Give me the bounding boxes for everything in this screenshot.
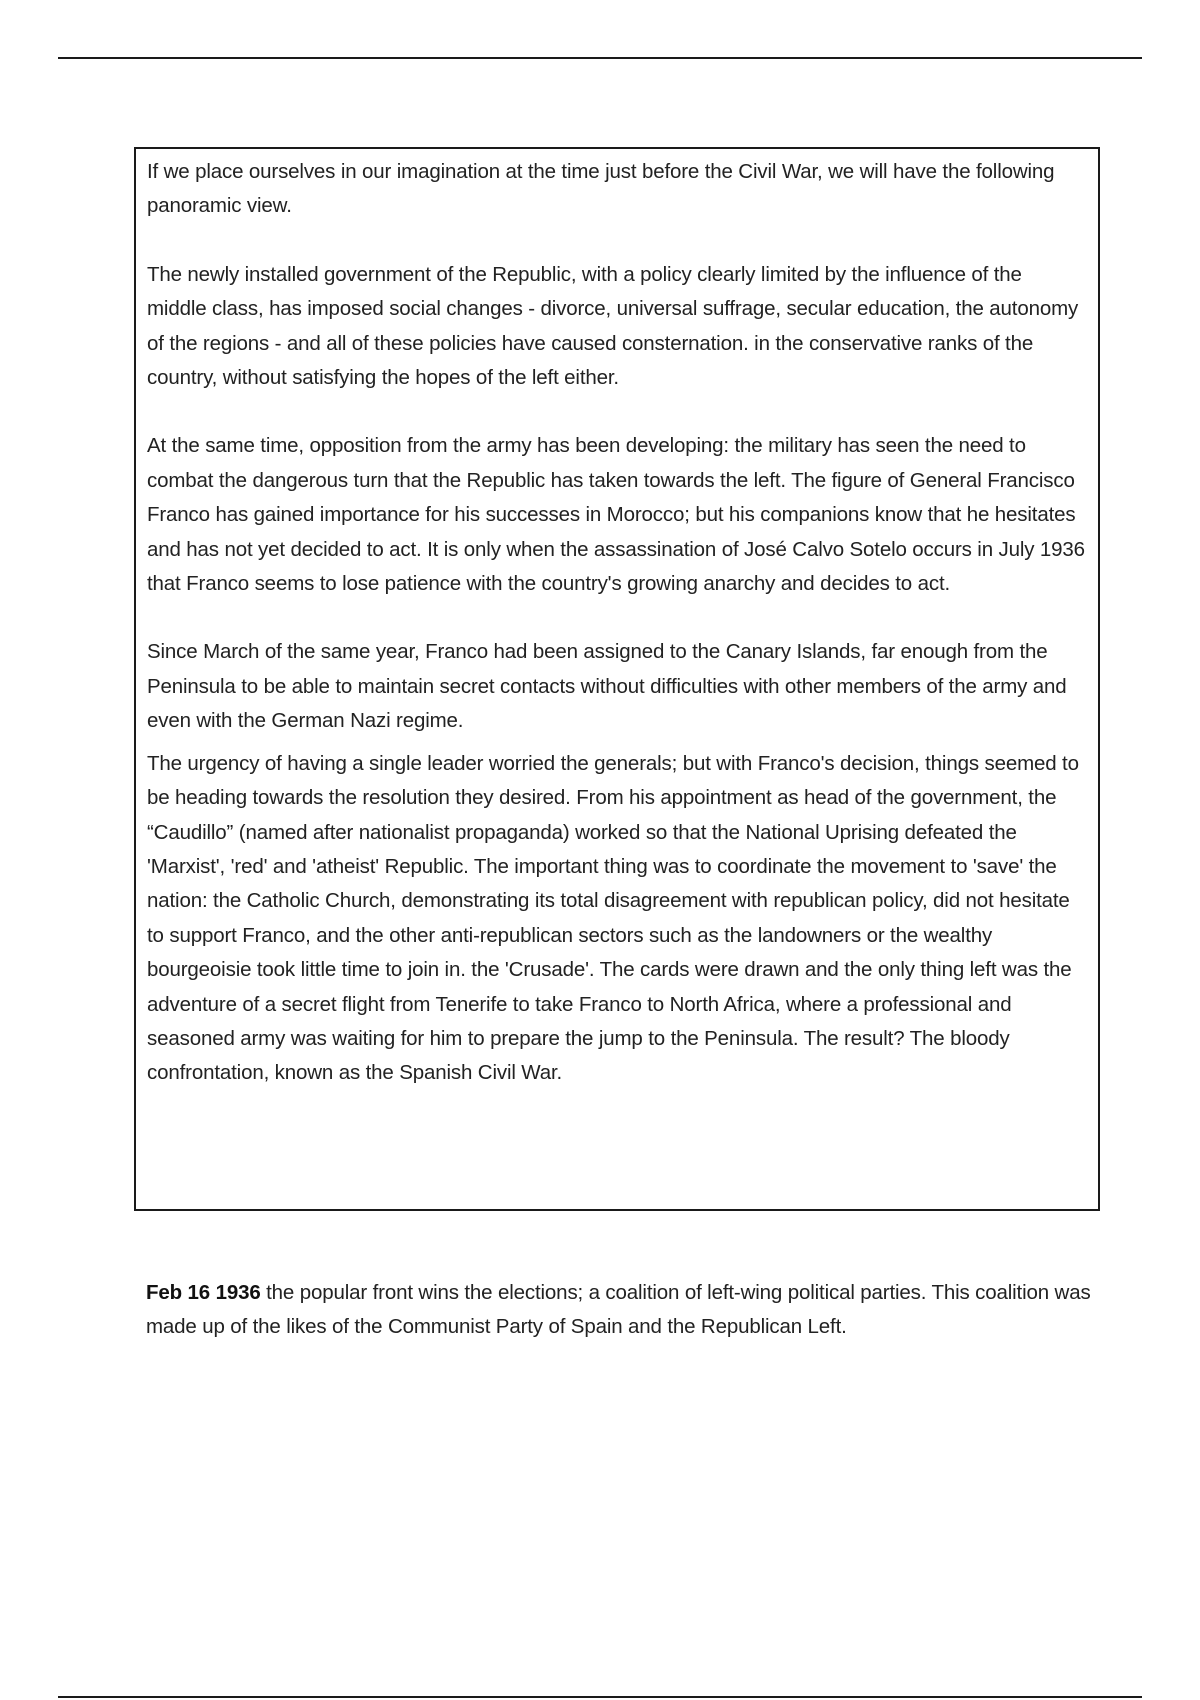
paragraph-republic: The newly installed government of the Republic, with a policy clearly limited by the influence of the middle class, has imposed social changes - divorce, universal suffrage, secular education, the autonomy of the regions - and all of these policies have caused consternation. in the conservative ranks of the country, without satisfying the hopes of the left either. — [147, 262, 1079, 390]
header-rule — [58, 57, 1142, 59]
paragraph-intro: If we place ourselves in our imagination at the time just before the Civil War, we will have the following panoramic view. — [147, 160, 1055, 218]
paragraph-canary-islands: Since March of the same year, Franco had been assigned to the Canary Islands, far enough from the Peninsula to be able to maintain secret contacts without difficulties with other members of the army and even with the German Nazi regime. — [147, 640, 1067, 733]
footer-rule — [58, 1696, 1142, 1698]
paragraph-army: At the same time, opposition from the army has been developing: the military has seen the need to combat the dangerous turn that the Republic has taken towards the left. The figure of General Francisco Franco has gained importance for his successes in Morocco; but his companions know that he hesitates and has not yet decided to act. It is only when the assassination of José Calvo Sotelo occurs in July 1936 that Franco seems to lose patience with the country's growing anarchy and decides to act. — [147, 434, 1085, 596]
timeline-text: the popular front wins the elections; a coalition of left-wing political parties. This coalition was made up of the likes of the Communist Party of Spain and the Republican Left. — [146, 1281, 1091, 1339]
text-box — [134, 147, 1100, 1211]
paragraph-urgency: The urgency of having a single leader worried the generals; but with Franco's decision, things seemed to be heading towards the resolution they desired. From his appointment as head of the government, the “Caudillo” (named after nationalist propaganda) worked so that the National Uprising defeated the 'Marxist', 'red' and 'atheist' Republic. The important thing was to coordinate the movement to 'save' the nation: the Catholic Church, demonstrating its total disagreement with republican policy, did not hesitate to support Franco, and the other anti-republican sectors such as the landowners or the wealthy bourgeoisie took little time to join in. the 'Crusade'. The cards were drawn and the only thing left was the adventure of a secret flight from Tenerife to take Franco to North Africa, where a professional and seasoned army was waiting for him to prepare the jump to the Peninsula. The result? The bloody confrontation, known as the Spanish Civil War. — [147, 751, 1079, 1085]
timeline-note — [146, 1276, 1106, 1345]
timeline-date: Feb 16 1936 — [146, 1281, 261, 1304]
